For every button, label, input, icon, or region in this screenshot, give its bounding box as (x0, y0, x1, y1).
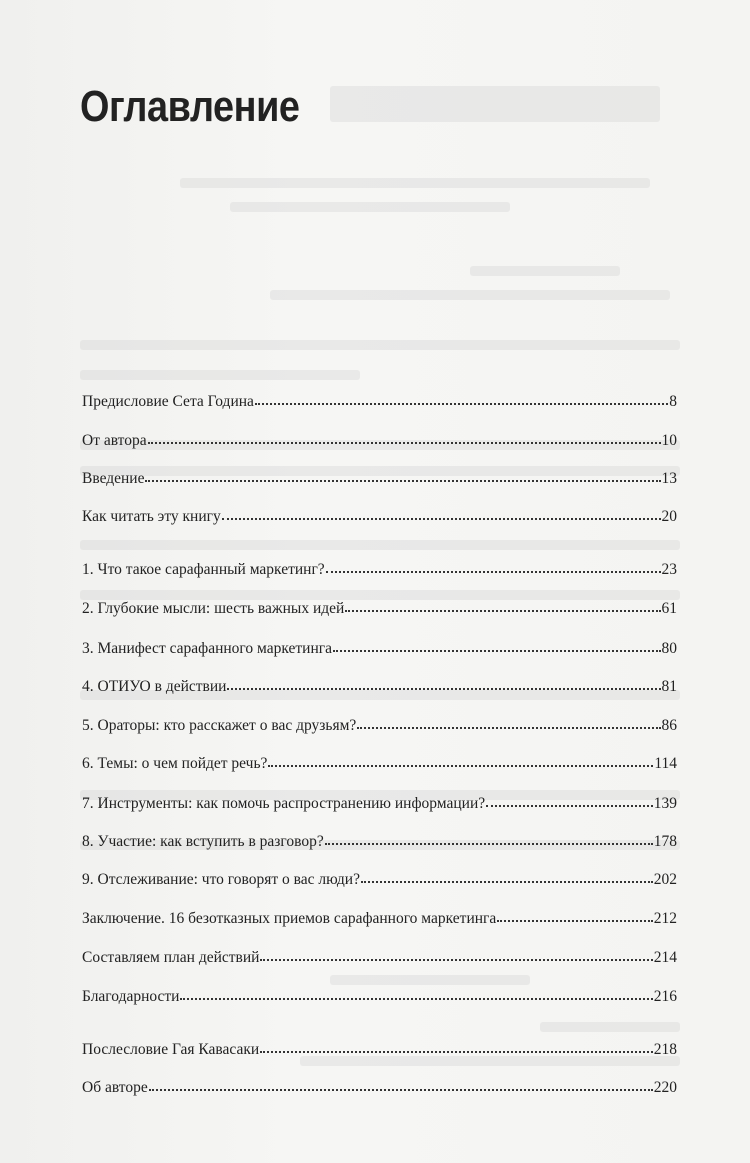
toc-entry-page: 23 (661, 561, 677, 578)
toc-entry[interactable] (82, 469, 677, 489)
toc-leader-dots (180, 994, 652, 1000)
toc-entry[interactable] (82, 1078, 677, 1098)
toc-entry-label: 5. Ораторы: кто расскажет о вас друзьям? (82, 717, 357, 734)
toc-entry[interactable] (82, 832, 677, 852)
toc-entry[interactable] (82, 507, 677, 527)
bleed-through (540, 1022, 680, 1032)
toc-entry[interactable] (82, 560, 677, 580)
toc-entry[interactable] (82, 948, 677, 968)
toc-entry-page: 114 (654, 755, 677, 772)
toc-leader-dots (255, 399, 668, 405)
toc-leader-dots (148, 438, 661, 444)
toc-leader-dots (497, 916, 652, 922)
toc-entry-page: 80 (661, 640, 677, 657)
toc-entry-page: 81 (661, 678, 677, 695)
toc-leader-dots (325, 839, 653, 845)
toc-leader-dots (222, 514, 661, 520)
toc-entry-label: Как читать эту книгу (82, 508, 221, 525)
bleed-through (230, 202, 510, 212)
toc-entry[interactable] (82, 909, 677, 929)
toc-leader-dots (268, 761, 653, 767)
toc-entry[interactable] (82, 599, 677, 619)
toc-entry-label: Благодарности (82, 988, 180, 1005)
toc-entry-label: 1. Что такое сарафанный маркетинг? (82, 561, 325, 578)
toc-entry-label: От автора (82, 432, 147, 449)
toc-leader-dots (227, 684, 660, 690)
toc-leader-dots (357, 723, 660, 729)
toc-entry-page: 212 (653, 910, 677, 927)
toc-leader-dots (486, 801, 653, 807)
bleed-through (180, 178, 650, 188)
toc-entry-page: 202 (653, 871, 677, 888)
toc-entry-page: 214 (653, 949, 677, 966)
toc-entry[interactable] (82, 716, 677, 736)
toc-entry-label: 3. Манифест сарафанного маркетинга (82, 640, 332, 657)
bleed-through (80, 340, 680, 350)
toc-entry-label: Заключение. 16 безотказных приемов сарафанного маркетинга (82, 910, 497, 927)
toc-entry[interactable] (82, 754, 677, 774)
toc-entry-page: 61 (661, 600, 677, 617)
toc-entry[interactable] (82, 677, 677, 697)
toc-entry-page: 8 (669, 393, 677, 410)
toc-entry[interactable] (82, 1040, 677, 1060)
toc-entry-page: 178 (653, 833, 677, 850)
toc-entry-label: Об авторе (82, 1079, 148, 1096)
toc-entry-page: 216 (653, 988, 677, 1005)
toc-entry-label: 8. Участие: как вступить в разговор? (82, 833, 324, 850)
toc-leader-dots (260, 1047, 653, 1053)
toc-leader-dots (333, 646, 661, 652)
toc-leader-dots (345, 606, 660, 612)
bleed-through (330, 86, 660, 122)
toc-leader-dots (326, 567, 661, 573)
toc-entry-label: 4. ОТИУО в действии (82, 678, 227, 695)
toc-entry-page: 139 (653, 795, 677, 812)
toc-entry-page: 13 (661, 470, 677, 487)
bleed-through (80, 540, 680, 550)
toc-entry[interactable] (82, 431, 677, 451)
toc-entry-label: Введение (82, 470, 145, 487)
toc-entry[interactable] (82, 639, 677, 659)
toc-entry-label: Послесловие Гая Кавасаки (82, 1041, 260, 1058)
toc-entry-label: 2. Глубокие мысли: шесть важных идей (82, 600, 345, 617)
toc-entry-page: 10 (661, 432, 677, 449)
toc-leader-dots (149, 1085, 653, 1091)
toc-leader-dots (361, 877, 653, 883)
toc-entry-page: 220 (653, 1079, 677, 1096)
toc-entry-page: 218 (653, 1041, 677, 1058)
page-title: Оглавление (80, 82, 300, 131)
toc-entry-label: 6. Темы: о чем пойдет речь? (82, 755, 268, 772)
bleed-through (270, 290, 670, 300)
toc-leader-dots (145, 476, 660, 482)
toc-entry[interactable] (82, 987, 677, 1007)
toc-entry[interactable] (82, 392, 677, 412)
toc-entry[interactable] (82, 794, 677, 814)
toc-entry-label: 7. Инструменты: как помочь распространению информации? (82, 795, 486, 812)
bleed-through (80, 370, 360, 380)
bleed-through (470, 266, 620, 276)
toc-entry-page: 86 (661, 717, 677, 734)
toc-entry-label: 9. Отслеживание: что говорят о вас люди? (82, 871, 360, 888)
toc-entry[interactable] (82, 870, 677, 890)
toc-entry-label: Предисловие Сета Година (82, 393, 254, 410)
toc-entry-label: Составляем план действий (82, 949, 260, 966)
toc-entry-page: 20 (661, 508, 677, 525)
toc-leader-dots (260, 955, 652, 961)
bleed-through (330, 975, 530, 985)
